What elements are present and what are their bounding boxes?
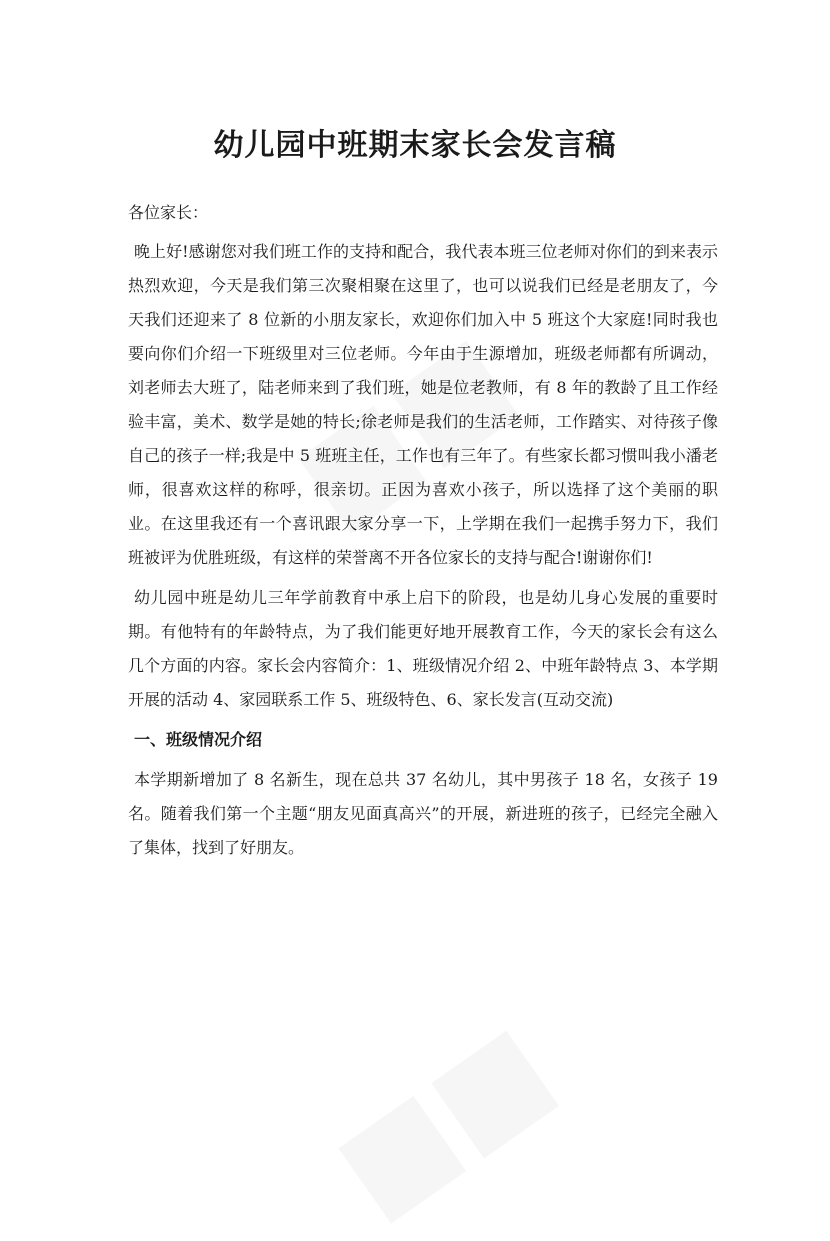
salutation: 各位家长： (128, 203, 209, 222)
watermark (311, 998, 576, 1241)
paragraph-overview: 幼儿园中班是幼儿三年学前教育中承上启下的阶段，也是幼儿身心发展的重要时期。有他特有的年龄特点，为了我们能更好地开展教育工作，今天的家长会有这么几个方面的内容。家长会内容简介：1、班级情况介绍 2、中班年龄特点 3、本学期开展的活动 4、家园联系工作 5、班级特色、6、家长发言(互动交流) (128, 588, 718, 709)
section-heading-class-info: 一、班级情况介绍 (134, 730, 263, 749)
paragraph-greeting: 晚上好!感谢您对我们班工作的支持和配合，我代表本班三位老师对你们的到来表示热烈欢迎，今天是我们第三次聚相聚在这里了，也可以说我们已经是老朋友了，今天我们还迎来了 8 位新的小朋友家长，欢迎你们加入中 5 班这个大家庭!同时我也要向你们介绍一下班级里对三位老师。今年由于生源增加，班级老师都有所调动，刘老师去大班了，陆老师来到了我们班，她是位老教师，有 8 年的教龄了且工作经验丰富，美术、数学是她的特长;徐老师是我们的生活老师，工作踏实、对待孩子像自己的孩子一样;我是中 5 班班主任，工作也有三年了。有些家长都习惯叫我小潘老师，很喜欢这样的称呼，很亲切。正因为喜欢小孩子，所以选择了这个美丽的职业。在这里我还有一个喜讯跟大家分享一下，上学期在我们一起携手努力下，我们班被评为优胜班级，有这样的荣誉离不开各位家长的支持与配合!谢谢你们! (128, 242, 718, 567)
document-title: 幼儿园中班期末家长会发言稿 (213, 128, 617, 164)
document-body (128, 196, 718, 871)
paragraph-class-info: 本学期新增加了 8 名新生，现在总共 37 名幼儿，其中男孩子 18 名，女孩子 19 名。随着我们第一个主题“朋友见面真高兴”的开展，新进班的孩子，已经完全融入了集体，找到了好朋友。 (128, 770, 718, 857)
